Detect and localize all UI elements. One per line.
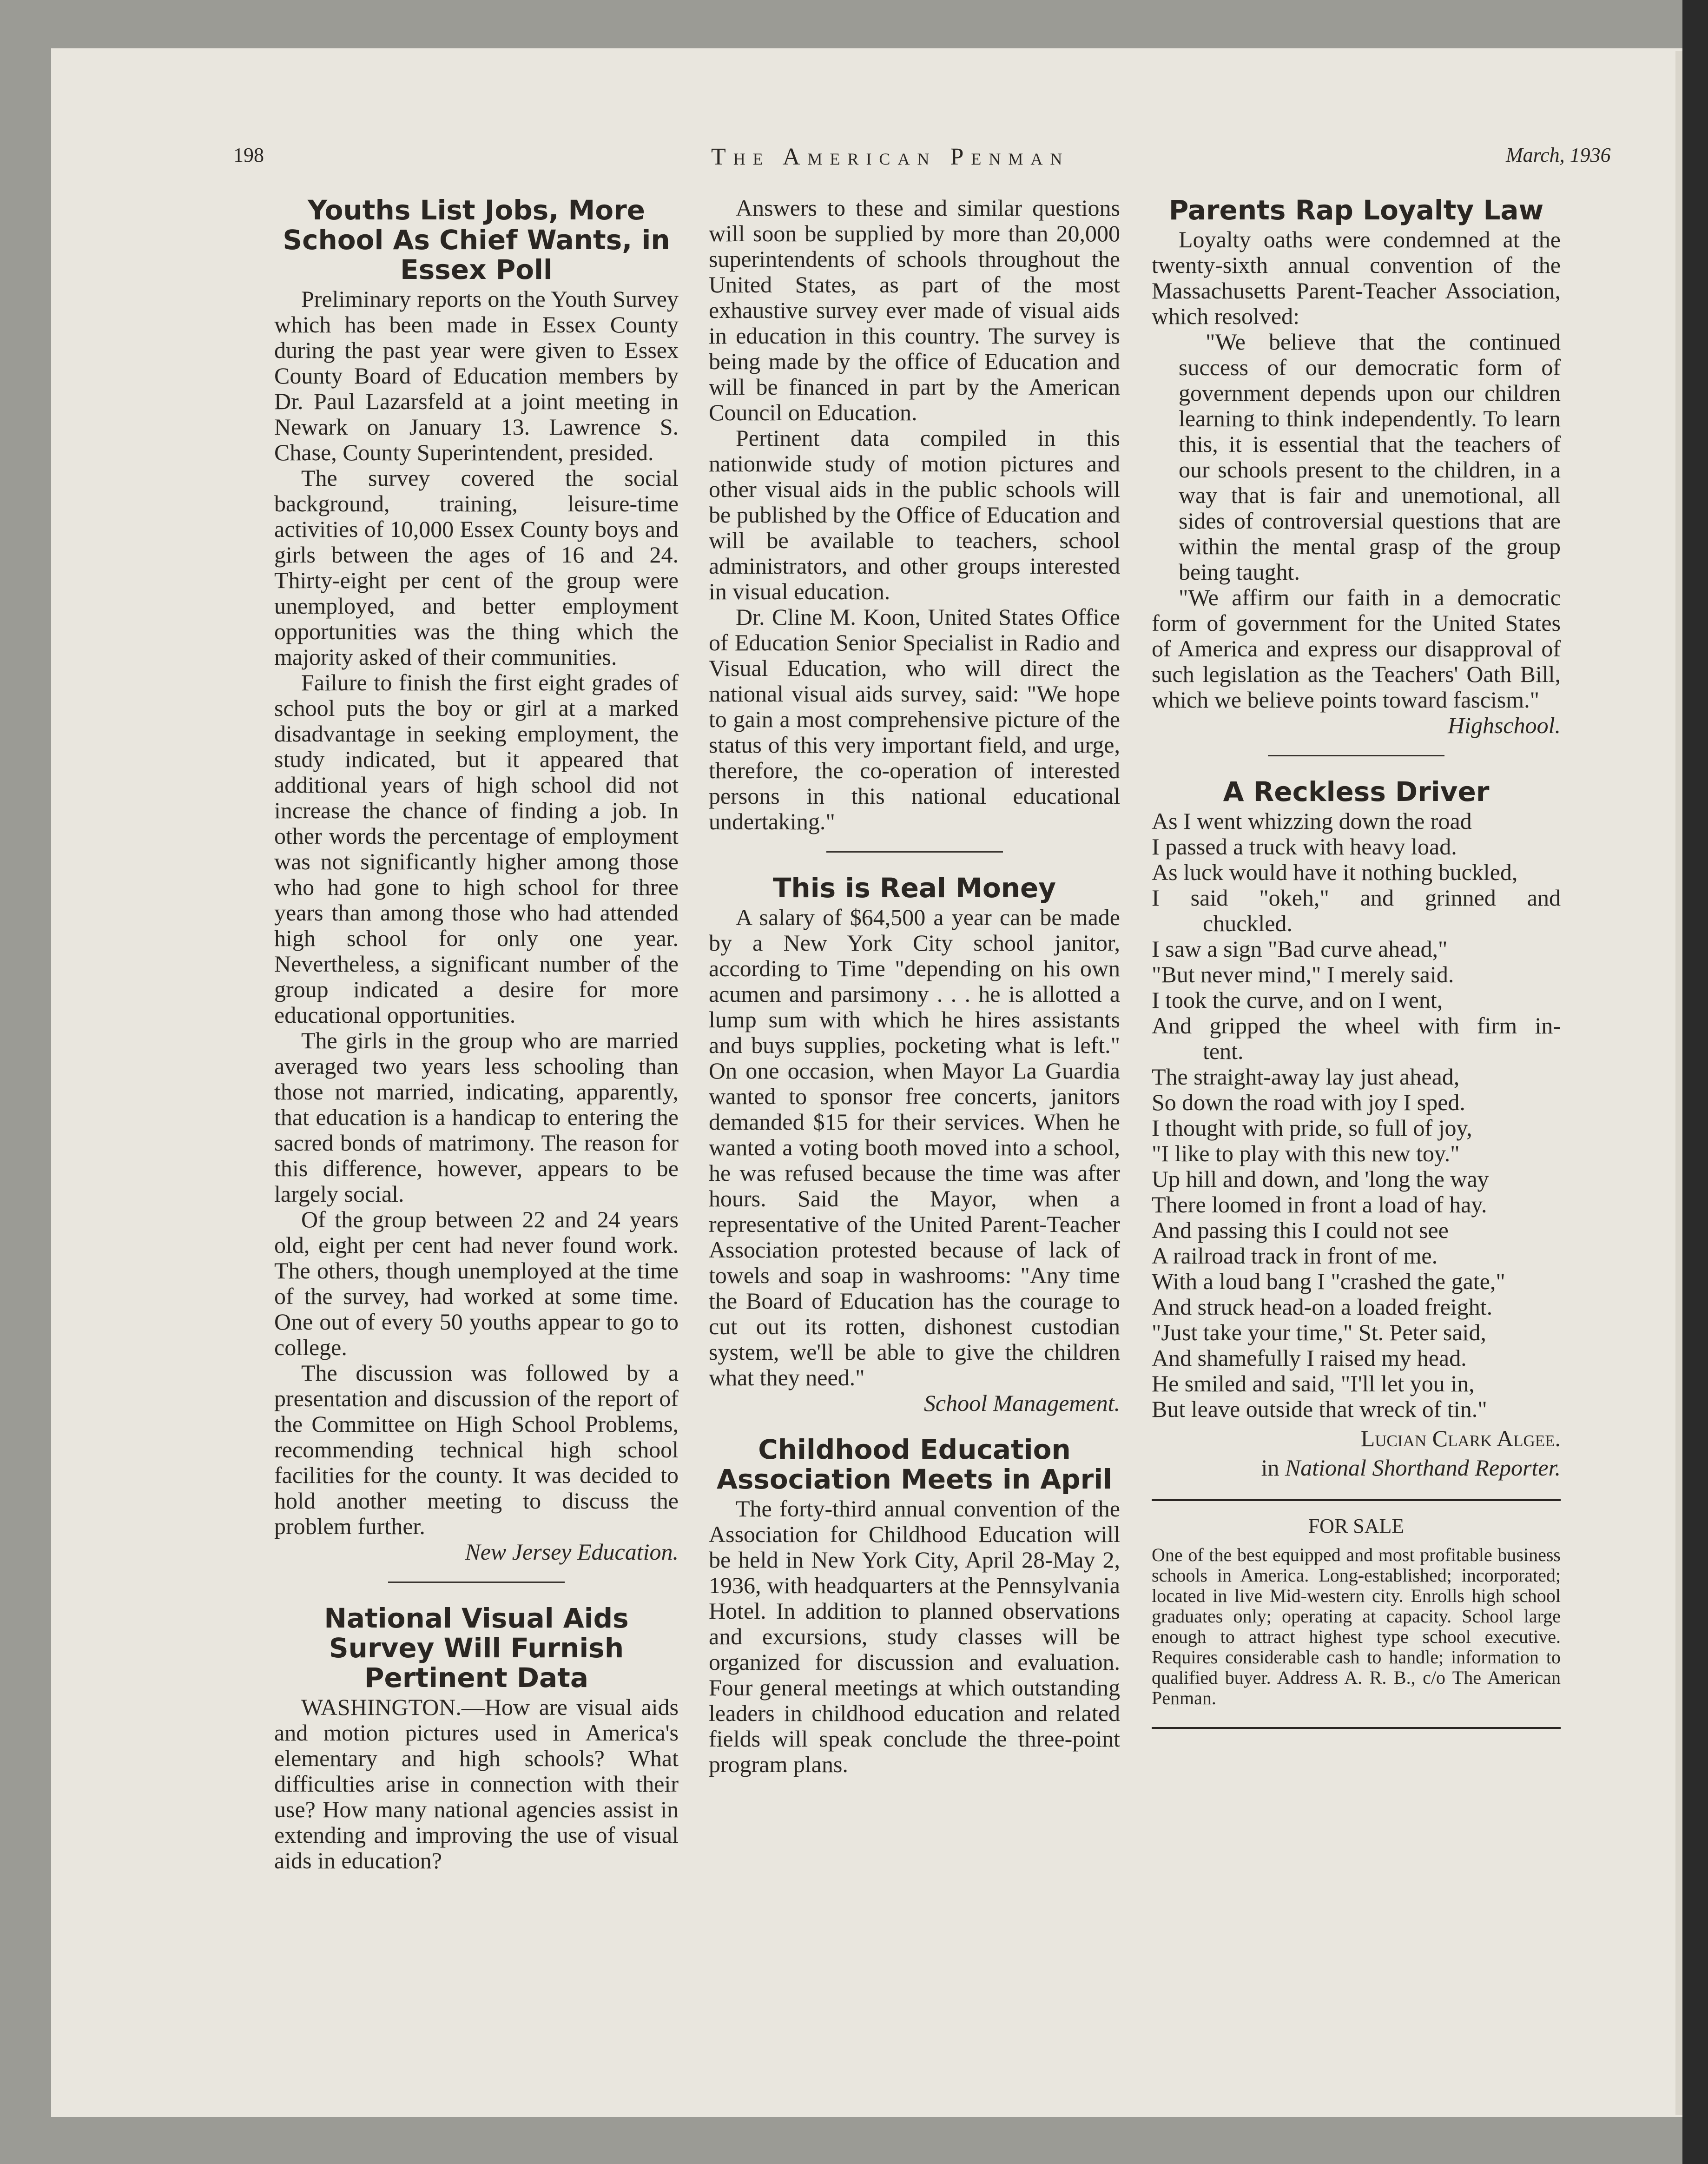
author-name: Lucian Clark Algee. [1360, 1425, 1561, 1451]
binding-edge [1682, 0, 1708, 2164]
paragraph: The discussion was followed by a presentation and discussion of the report of the Committee on High School Problems, recommending technical high school facilities for the county. It was decided to hold another meeting to discuss the problem further. [274, 1360, 679, 1539]
poem-line: As luck would have it nothing buckled, [1152, 859, 1518, 885]
article-title-visual-aids: National Visual Aids Survey Will Furnish Pertinent Data [324, 1602, 629, 1694]
paragraph: Of the group between 22 and 24 years old, eight per cent had never found work. The others, though unemployed at the time of the survey, had worked at some time. One out of every 50 youths appear to go to college. [274, 1206, 679, 1360]
divider [826, 851, 1003, 853]
poem-line: He smiled and said, "I'll let you in, [1152, 1370, 1475, 1396]
column-left [274, 195, 679, 1873]
paragraph: Answers to these and similar questions will soon be supplied by more than 20,000 superintendents of schools throughout the United States, as part of the most exhaustive survey ever made of visual aids in education in this country. The survey is being made by the office of Education and will be financed in part by the American Council on Education. [709, 195, 1120, 425]
poem-line: There loomed in front a load of hay. [1152, 1191, 1487, 1218]
paragraph: WASHINGTON.—How are visual aids and motion pictures used in America's elementary and high schools? What difficulties arise in connection with their use? How many national agencies assist in extending and improving the use of visual aids in education? [274, 1694, 679, 1873]
poem [1152, 808, 1561, 1422]
divider [1268, 755, 1444, 756]
poem-line: "But never mind," I merely said. [1152, 961, 1454, 987]
source-prefix: in [1261, 1455, 1279, 1481]
article-source: New Jersey Education. [465, 1539, 679, 1565]
poem-line: And struck head-on a loaded freight. [1152, 1294, 1493, 1320]
article-title-loyalty: Parents Rap Loyalty Law [1168, 194, 1544, 226]
article-title-youths: Youths List Jobs, More School As Chief Wants, in Essex Poll [283, 194, 670, 285]
poem-line: I thought with pride, so full of joy, [1152, 1115, 1472, 1141]
poem-source [1152, 1455, 1561, 1481]
column-right [1152, 195, 1561, 1729]
paragraph: Pertinent data compiled in this nationwide study of motion pictures and other visual aids in the public schools will be published by the Office of Education and will be available to teachers, school administrators, and other groups interested in visual education. [709, 425, 1120, 604]
paragraph: Preliminary reports on the Youth Survey which has been made in Essex County during the past year were given to Essex County Board of Education members by Dr. Paul Lazarsfeld at a joint meeting in Newark on January 13. Lawrence S. Chase, County Superintendent, presided. [274, 286, 679, 465]
poem-line: I said "okeh," and grinned and [1152, 885, 1561, 911]
article-title-driver: A Reckless Driver [1223, 776, 1490, 807]
running-title: The American Penman [711, 144, 1070, 170]
poem-line: Up hill and down, and 'long the way [1152, 1166, 1489, 1192]
quote-paragraph: "We affirm our faith in a democratic form of government for the United States of America and express our disapproval of such legislation as the Teachers' Oath Bill, which we believe points toward fascism." [1152, 584, 1561, 713]
poem-line: So down the road with joy I sped. [1152, 1089, 1465, 1115]
article-title-childhood: Childhood Education Association Meets in April [716, 1434, 1113, 1495]
poem-line: The straight-away lay just ahead, [1152, 1064, 1460, 1090]
poem-author [1152, 1426, 1561, 1451]
poem-line: "I like to play with this new toy." [1152, 1140, 1460, 1166]
paragraph: Failure to finish the first eight grades of school puts the boy or girl at a marked disadvantage in seeking employment, the study indicated, but it appeared that additional years of high school did not increase the chance of finding a job. In other words the percentage of employment was not significantly higher among those who had gone to high school for three years than among those who had attended high school for only one year. Nevertheless, a significant number of the group indicated a desire for more educational opportunities. [274, 669, 679, 1028]
article-source: Highschool. [1447, 712, 1561, 738]
poem-line: "Just take your time," St. Peter said, [1152, 1319, 1486, 1345]
paragraph: The forty-third annual convention of the Association for Childhood Education will be held in New York City, April 28-May 2, 1936, with headquarters at the Pennsylvania Hotel. In addition to planned observations and excursions, study classes will be organized for discussion and evaluation. Four general meetings at which outstanding leaders in childhood education and related fields will speak conclude the three-point program plans. [709, 1496, 1120, 1777]
poem-line: And passing this I could not see [1152, 1217, 1449, 1243]
poem-line: I took the curve, and on I went, [1152, 987, 1443, 1013]
for-sale-ad [1152, 1499, 1561, 1729]
ad-title: FOR SALE [1308, 1515, 1405, 1537]
paragraph: The girls in the group who are married averaged two years less schooling than those not married, indicating, apparently, that education is a handicap to entering the sacred bonds of matrimony. The reason for this difference, however, appears to be largely social. [274, 1027, 679, 1207]
poem-line: As I went whizzing down the road [1152, 808, 1472, 834]
divider [388, 1582, 565, 1583]
poem-line: I passed a truck with heavy load. [1152, 834, 1457, 860]
poem-line: I saw a sign "Bad curve ahead," [1152, 936, 1448, 962]
poem-line: And gripped the wheel with firm in- [1152, 1013, 1561, 1039]
issue-date: March, 1936 [1506, 144, 1611, 166]
poem-line: With a loud bang I "crashed the gate," [1152, 1268, 1505, 1294]
paragraph: The survey covered the social background, training, leisure-time activities of 10,000 Essex County boys and girls between the ages of 16 and 24. Thirty-eight per cent of the group were unemployed, and better employment opportunities was the thing which the majority asked of their communities. [274, 465, 679, 670]
paragraph: Dr. Cline M. Koon, United States Office of Education Senior Specialist in Radio and Visual Education, who will direct the national visual aids survey, said: "We hope to gain a most comprehensive picture of the status of this very important field, and urge, therefore, the co-operation of interested persons in this national educational undertaking." [709, 604, 1120, 834]
source-title: National Shorthand Reporter. [1285, 1455, 1561, 1481]
article-source: School Management. [923, 1390, 1120, 1416]
poem-line: But leave outside that wreck of tin." [1152, 1396, 1487, 1422]
page-number: 198 [233, 144, 264, 166]
poem-line: chuckled. [1203, 910, 1293, 936]
article-title-real-money: This is Real Money [772, 872, 1056, 904]
paragraph: A salary of $64,500 a year can be made by a New York City school janitor, according to Time "depending on his own acumen and parsimony . . . he is allotted a lump sum with which he hires assistants and buys supplies, pocketing what is left." On one occasion, when Mayor La Guardia wanted to sponsor free concerts, janitors demanded $15 for their services. When he wanted a voting booth moved into a school, he was refused because the time was after hours. Said the Mayor, when a representative of the United Parent-Teacher Association protested because of lack of towels and soap in washrooms: "Any time the Board of Education has the courage to cut out its rotten, dishonest custodian system, we'll be able to give the children what they need." [709, 904, 1120, 1390]
poem-line: A railroad track in front of me. [1152, 1243, 1438, 1269]
paragraph: Loyalty oaths were condemned at the twenty-sixth annual convention of the Massachusetts Parent-Teacher Association, which resolved: [1152, 226, 1561, 329]
ad-body: One of the best equipped and most profitable business schools in America. Long-established; incorporated; located in live Mid-western city. Enrolls high school graduates only; operating at capacity. School large enough to attract highest type school executive. Requires considerable cash to handle; information to qualified buyer. Address A. R. B., c/o The American Penman. [1152, 1544, 1561, 1708]
poem-line: And shamefully I raised my head. [1152, 1345, 1467, 1371]
poem-line: tent. [1203, 1038, 1244, 1064]
column-middle [709, 195, 1120, 1777]
quote-paragraph: "We believe that the continued success of our democratic form of government depends upon our children learning to think independently. To learn this, it is essential that the teachers of our schools present to the children, in a way that is fair and unemotional, all sides of controversial questions that are within the mental grasp of the group being taught. [1179, 329, 1561, 585]
